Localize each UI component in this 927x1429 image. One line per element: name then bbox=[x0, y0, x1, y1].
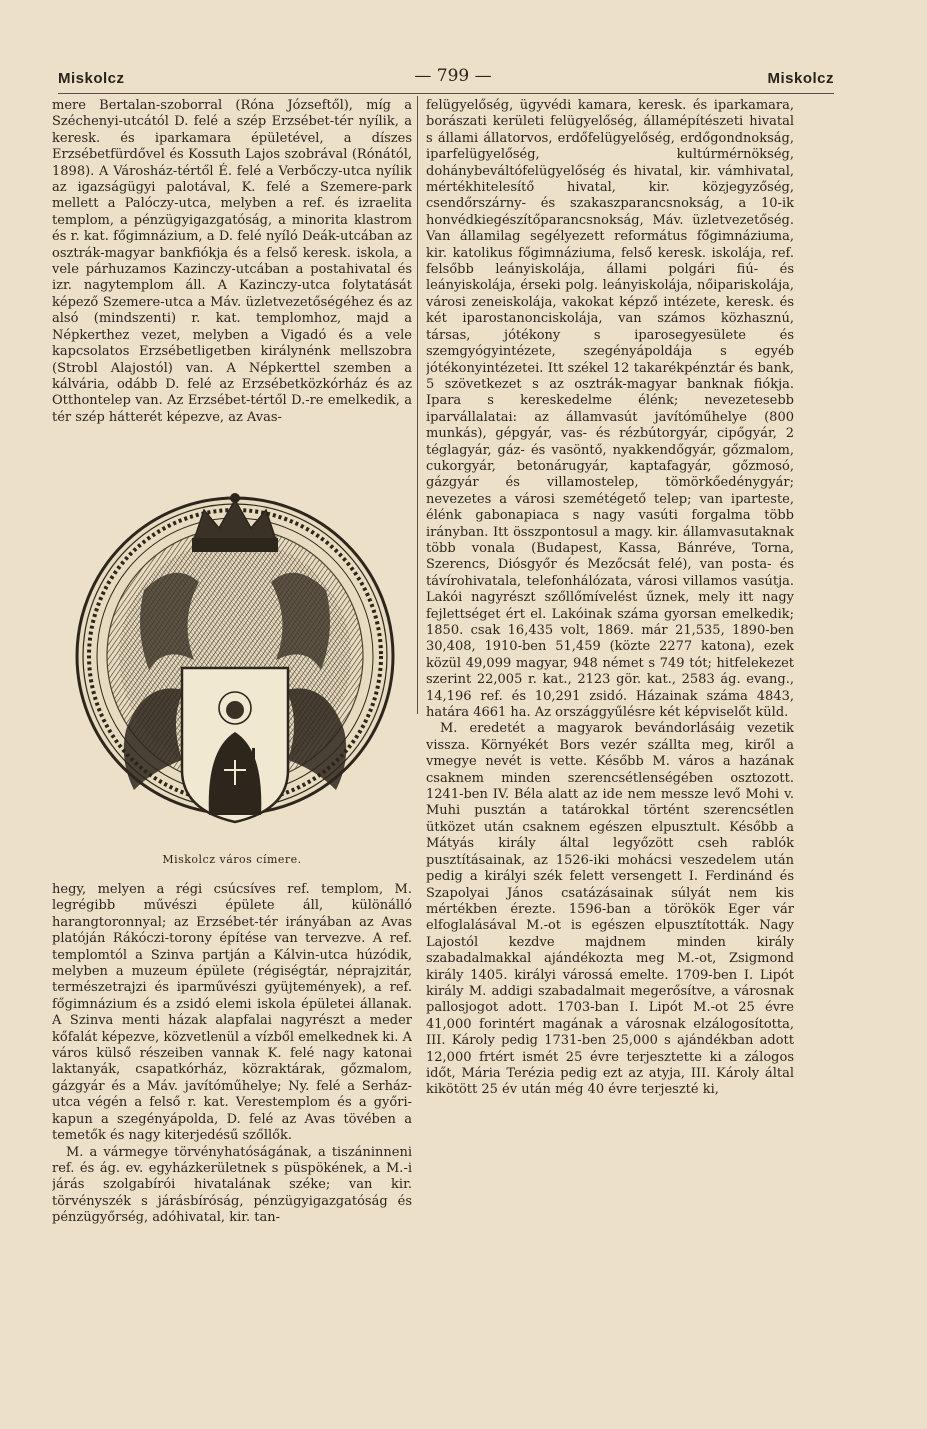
right-column-text bbox=[426, 98, 794, 1388]
page-number: — 799 — bbox=[414, 66, 492, 86]
paragraph: hegy, melyen a régi csúcsíves ref. templom, M. legrégibb művészi épülete áll, különálló harangtoronnyal; az Erzsébet-tér irányában az Avas platóján Rákóczi-torony építése van tervezve. A ref. templomtól a Szinva partján a Kálvin-utca húzódik, melyben a muzeum épülete (régiségtár, néprajzitár, természetrajzi és iparművészi gyüjtemények), a ref. főgimnázium és a zsidó elemi iskola épületei állanak. A Szinva menti házak alapfalai nagyrészt a meder kőfalát képezve, közvetlenül a vízből emelkednek ki. A város külső részeiben vannak K. felé nagy katonai laktanyák, csapatkórház, közraktárak, gőzmalom, gázgyár és a Máv. javítóműhelye; Ny. felé a Serház-utca végén a felső r. kat. Verestemplom és a győri-kapun a szegényápolda, D. felé az Avas tövében a temetők és nagy kiterjedésű szőllők. bbox=[52, 882, 412, 1144]
coat-of-arms-figure bbox=[74, 470, 396, 840]
header-right-title: Miskolcz bbox=[767, 70, 834, 87]
paragraph: M. a vármegye törvényhatóságának, a tiszáninneni ref. és ág. ev. egyházkerületnek s püspökének, a M.-i járás szolgabírói hivatalának széke; van kir. törvényszék s járásbíróság, pénzügyigazgatóság és pénzügyőrség, adóhivatal, kir. tan- bbox=[52, 1144, 412, 1226]
header-rule bbox=[58, 93, 834, 94]
left-column-bottom-text bbox=[52, 882, 412, 1382]
coat-of-arms-seal-icon bbox=[74, 470, 396, 840]
left-column-top-text bbox=[52, 98, 412, 454]
column-divider bbox=[417, 96, 418, 714]
running-header bbox=[58, 66, 834, 90]
paragraph: felügyelőség, ügyvédi kamara, keresk. és iparkamara, borászati kerületi felügyelőség, államépítészeti hivatal s állami állatorvos, erdőfelügyelőség, erdőgondnokság, iparfelügyelőség, kultúrmérnökség, dohánybeváltófelügyelőség és hivatal, kir. vámhivatal, mértékhitelesítő hivatal, kir. közjegyzőség, csendőrszárny- és szakaszparancsnokság, a 10-ik honvédkiegészítőparancsnokság, Máv. üzletvezetőség. Van államilag segélyezett református főgimnáziuma, kir. katolikus főgimnáziuma, felső keresk. iskolája, ref. felsőbb leányiskolája, állami polgári fiú- és leányiskolája, érseki polg. leányiskolája, nőipariskolája, városi zeneiskolája, vakokat képző intézete, keresk. és két iparostanonciskolája, van számos közhasznú, társas, jótékony s iparosegyesülete és szemgyógyintézete, szegényápoldája s egyéb jótékonyintézetei. Itt székel 12 takarékpénztár és bank, 5 szövetkezet s az osztrák-magyar banknak fiókja. Ipara s kereskedelme élénk; nevezetesebb iparvállalatai: az államvasút javítóműhelye (800 munkás), gépgyár, vas- és rézbútorgyár, cipőgyár, 2 téglagyár, gáz- és vasöntő, nyakkendőgyár, gőzmalom, cukorgyár, betonárugyár, kaptafagyár, gőzmosó, gázgyár és villamostelep, tömörkőedénygyár; nevezetes a városi szemétégető telep; van iparteste, élénk gabonapiaca s nagy vasúti forgalma több irányban. Itt összpontosul a magy. kir. államvasutaknak több vonala (Budapest, Kassa, Bánréve, Torna, Szerencs, Diósgyőr és Mezőcsát felé), van posta- és távírohivatala, telefonhálózata, városi villamos vasútja. Lakói nagyrészt szőllőmívelést űznek, mely itt nagy fejlettséget ért el. Lakóinak száma gyorsan emelkedik; 1850. csak 16,435 volt, 1869. már 21,535, 1890-ben 30,408, 1910-ben 51,459 (közte 2277 katona), ezek közül 49,099 magyar, 948 német s 749 tót; hitfelekezet szerint 22,005 r. kat., 2123 gör. kat., 2583 ág. evang., 14,196 ref. és 10,291 zsidó. Házainak száma 4843, határa 4661 ha. Az országgyűlésre két képviselőt küld. bbox=[426, 98, 794, 721]
paragraph: M. eredetét a magyarok bevándorlásáig vezetik vissza. Környékét Bors vezér szállta meg, kiről a vmegye nevét is vette. Később M. város a hazának csaknem minden szerencsétlenségében osztozott. 1241-ben IV. Béla alatt az ide nem messze levő Mohi v. Muhi pusztán a tatárokkal történt szerencsétlen ütközet után csaknem egészen elpusztult. Később a Mátyás király által legyőzött cseh rablók pusztításainak, az 1526-iki mohácsi veszedelem után pedig a királyi szék felett versengett I. Ferdinánd és Szapolyai János csatázásainak súlyát nem kis mértékben érezte. 1596-ban a törökök Eger vár elfoglalásával M.-ot is egészen elpusztították. Nagy Lajostól kezdve majdnem minden király szabadalmakkal ajándékozta meg M.-ot, Zsigmond király 1405. királyi várossá emelte. 1709-ben I. Lipót király M. addigi szabadalmait megerősítve, a városnak pallosjogot adott. 1703-ban I. Lipót M.-ot 25 évre 41,000 forintért magának a városnak elzálogosította, III. Károly pedig 1731-ben 25,000 s ajándékban adott 12,000 frtért ismét 25 évre terjesztette ki a zálogos időt, Mária Terézia pedig ezt az atyja, III. Károly által kikötött 25 év után még 40 évre terjeszté ki, bbox=[426, 721, 794, 1098]
figure-caption: Miskolcz város címere. bbox=[162, 853, 302, 866]
paragraph: mere Bertalan-szoborral (Róna Józseftől), míg a Széchenyi-utcától D. felé a szép Erzsébet-tér nyílik, a keresk. és iparkamara épületével, a díszes Erzsébetfürdővel és Kossuth Lajos szobrával (Rónától, 1898). A Városház-tértől É. felé a Verbőczy-utca nyílik az igazságügyi palotával, K. felé a Szemere-park mellett a Palóczy-utca, melyben a ref. és izraelita templom, a pénzügyigazgatóság, a minorita klastrom és r. kat. főgimnázium, a D. felé nyíló Deák-utcában az osztrák-magyar bankfiókja és a felső keresk. iskola, a vele párhuzamos Kazinczy-utcában a postahivatal és izr. nagytemplom áll. A Kazinczy-utca folytatását képező Szemere-utca a Máv. üzletvezetőségéhez és az alsó (mindszenti) r. kat. templomhoz, majd a Népkerthez vezet, melyben a Vigadó és a vele kapcsolatos Erzsébetligetben királynénk mellszobra (Strobl Alajostól) van. A Népkerttel szemben a kálvária, odább D. felé az Erzsébetközkórház és az Otthontelep van. Az Erzsébet-tértől D.-re emelkedik, a tér szép hátterét képezve, az Avas- bbox=[52, 98, 412, 425]
header-left-title: Miskolcz bbox=[58, 70, 125, 87]
